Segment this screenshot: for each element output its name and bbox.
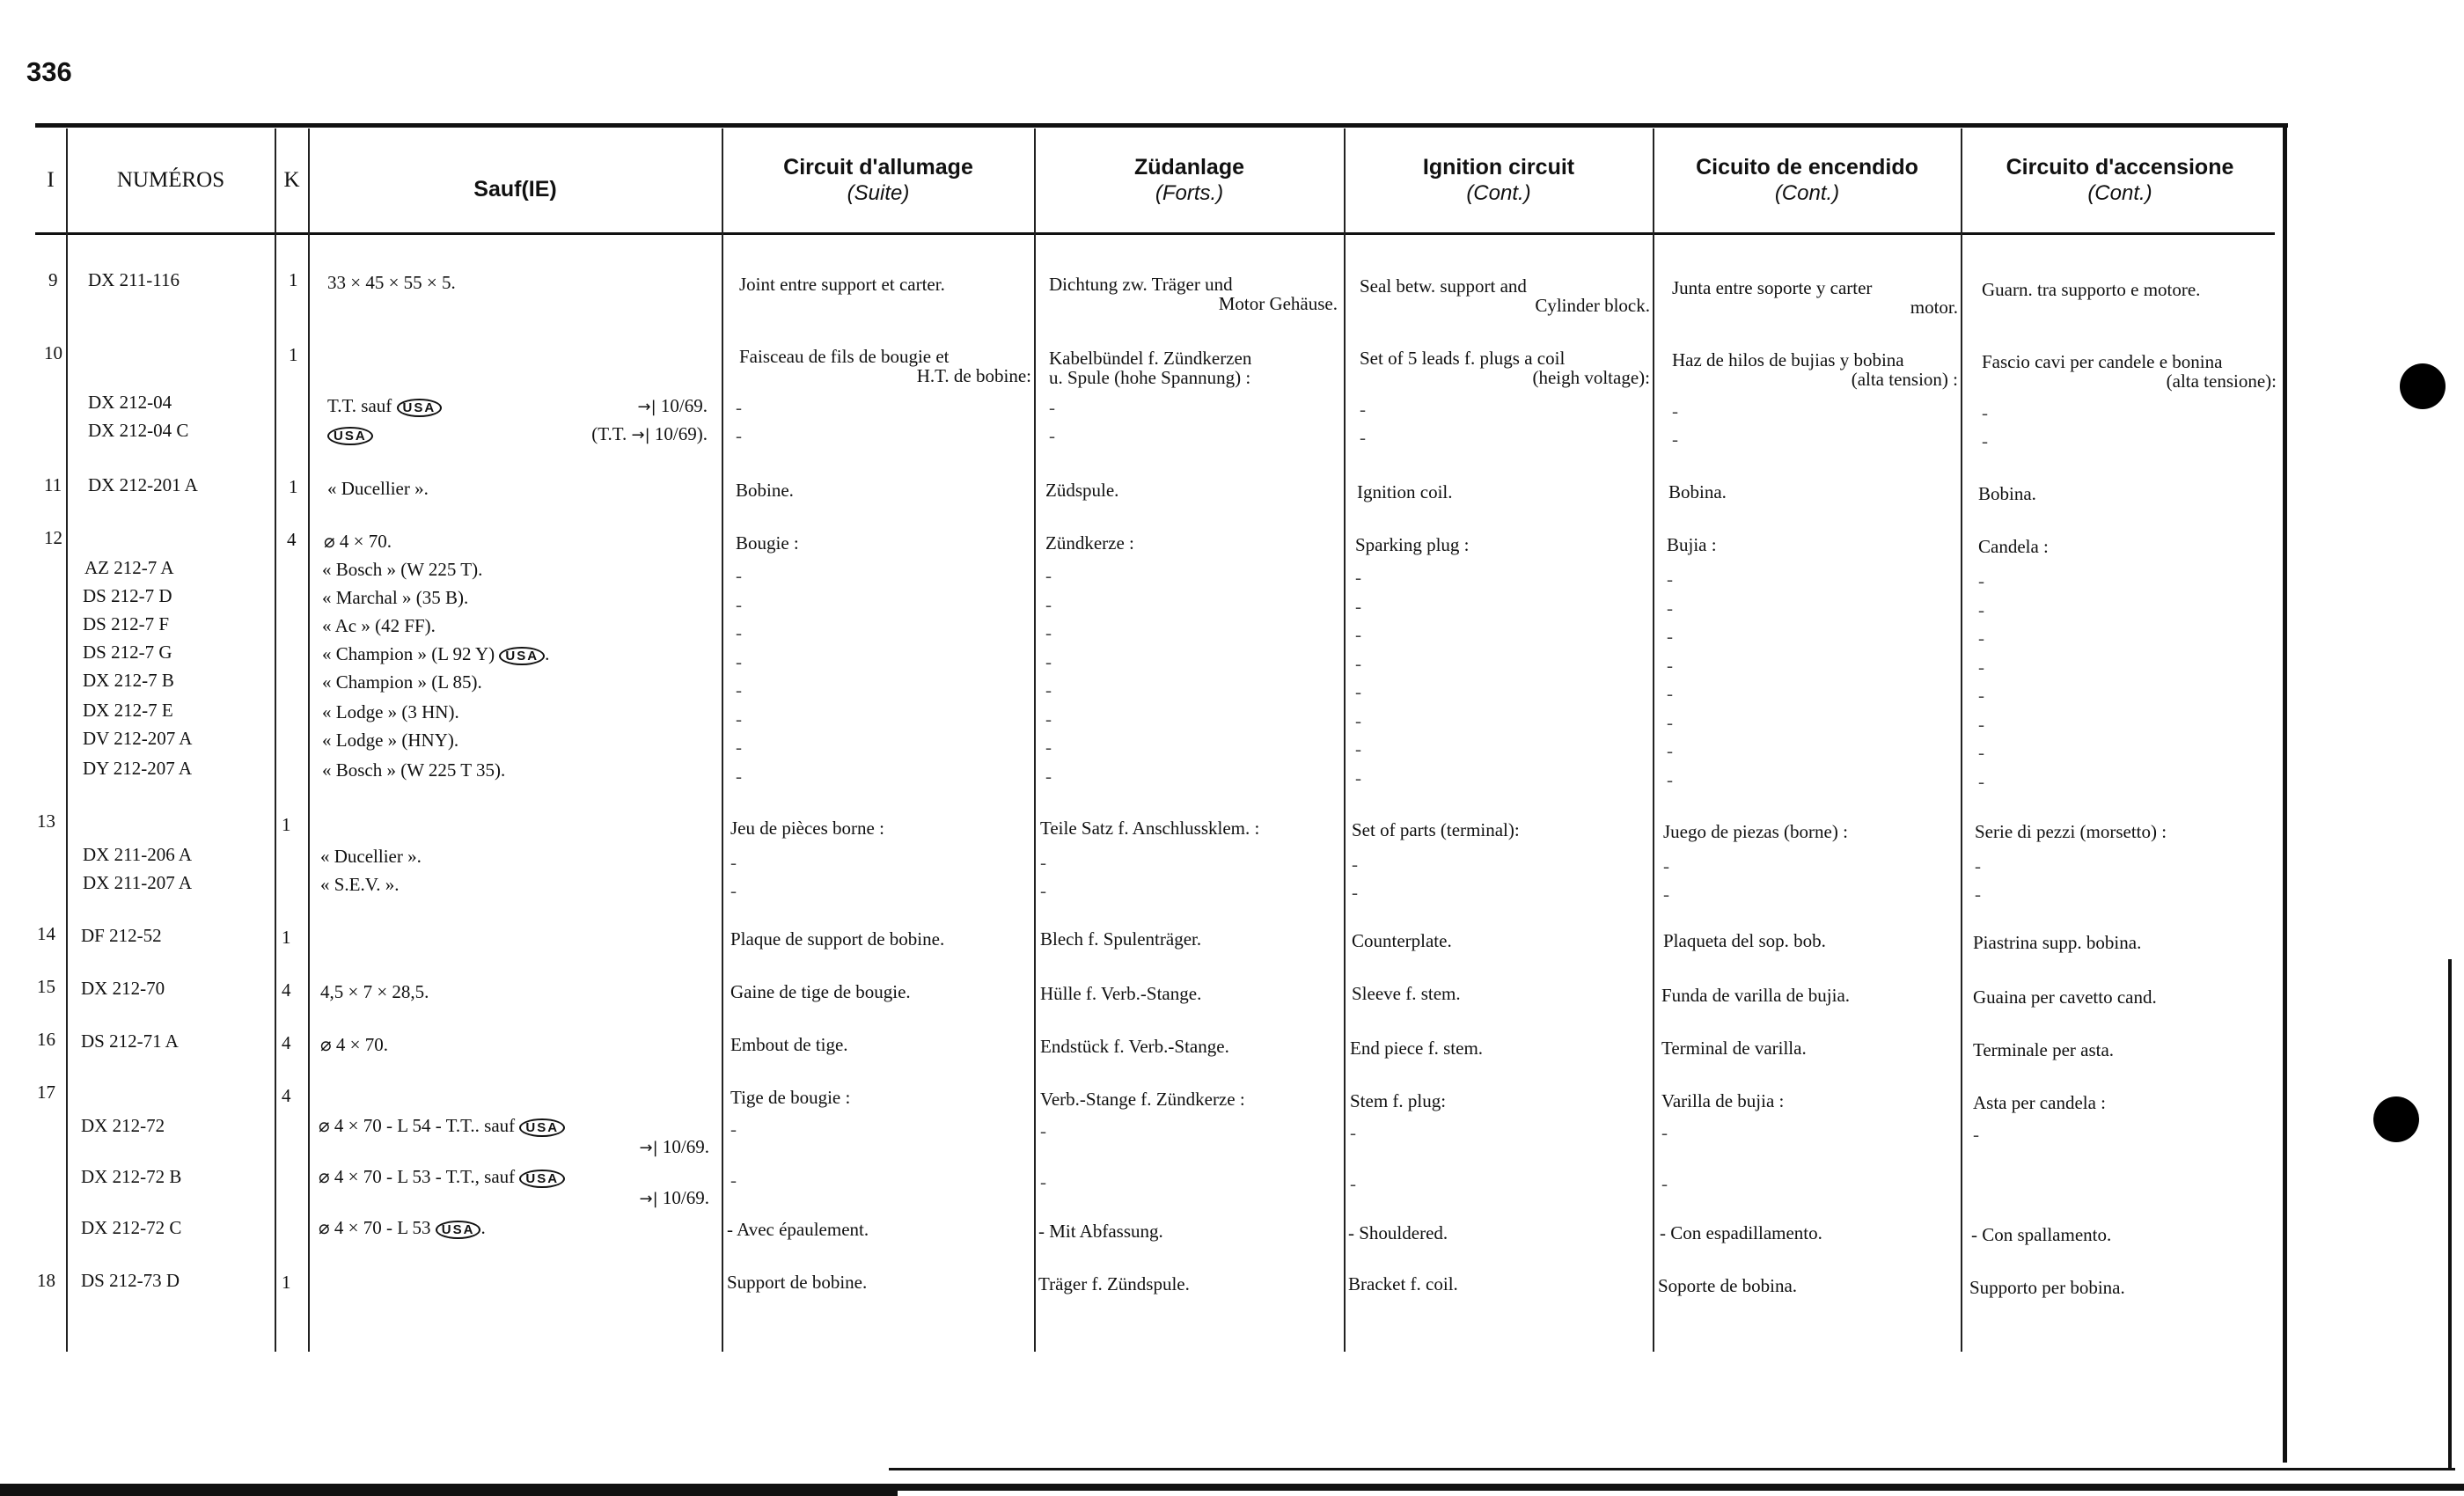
dash: -: [730, 1170, 737, 1191]
quantity: 1: [289, 269, 298, 290]
part-number: DY 212-207 A: [83, 758, 193, 779]
desc-de: Hülle f. Verb.-Stange.: [1040, 983, 1202, 1004]
dash: -: [1672, 400, 1678, 422]
sauf-note: [327, 424, 708, 445]
desc-it: Piastrina supp. bobina.: [1973, 932, 2142, 953]
desc-es-line1: Haz de hilos de bujias y bobina: [1672, 349, 1904, 370]
row-index: 13: [37, 810, 55, 832]
page-right-edge: [2448, 959, 2452, 1470]
part-number: DX 212-72: [81, 1115, 165, 1136]
desc-it: Terminale per asta.: [1973, 1039, 2115, 1060]
dash-column: - - - - - - - -: [736, 565, 742, 787]
header-english: [1345, 132, 1653, 229]
desc-en: [1360, 276, 1650, 315]
date-cutoff: [638, 396, 708, 417]
quantity: 1: [282, 1272, 291, 1293]
desc-fr: Tige de bougie :: [730, 1087, 851, 1108]
dash-column: - -: [1040, 852, 1046, 901]
desc-it: [1982, 352, 2277, 391]
row-index: 12: [44, 527, 62, 548]
desc-en-line1: Set of 5 leads f. plugs a coil: [1360, 348, 1566, 369]
header-italian: [1962, 132, 2278, 229]
part-number: DX 212-04: [88, 392, 172, 413]
desc-es: Plaqueta del sop. bob.: [1663, 930, 1826, 951]
part-number: DX 212-70: [81, 978, 165, 999]
dash: -: [1982, 402, 1988, 423]
arrow-icon: →|: [631, 426, 650, 444]
dash: -: [1049, 425, 1055, 446]
sauf-note: [319, 1116, 709, 1158]
desc-es: Terminal de varilla.: [1661, 1038, 1807, 1059]
desc-en: Sleeve f. stem.: [1352, 983, 1461, 1004]
desc-fr-line2: H.T. de bobine:: [916, 365, 1031, 386]
sauf-note: « Ducellier ».: [320, 846, 422, 867]
desc-fr: Gaine de tige de bougie.: [730, 981, 911, 1002]
desc-en-line2: Cylinder block.: [1535, 295, 1650, 316]
sauf-prefix: (T.T.: [591, 423, 627, 444]
usa-badge: USA: [436, 1221, 481, 1239]
sauf-text: ⌀ 4 × 70 - L 54 - T.T.. sauf: [319, 1115, 516, 1136]
dash: -: [1350, 1122, 1356, 1143]
header-sauf-label: Sauf(IE): [473, 177, 557, 202]
dash-column: - -: [1975, 855, 1981, 905]
sauf-note: « Champion » (L 85).: [322, 671, 482, 693]
desc-de-line2: u. Spule (hohe Spannung) :: [1049, 367, 1251, 388]
dash: -: [1973, 1124, 1979, 1145]
sauf-note: 4,5 × 7 × 28,5.: [320, 981, 429, 1002]
desc-es: Bujia :: [1667, 534, 1717, 555]
dash: -: [1040, 1120, 1046, 1141]
desc-es: Bobina.: [1668, 481, 1727, 502]
row-index: 18: [37, 1270, 55, 1291]
desc-it: Bobina.: [1978, 483, 2036, 504]
usa-badge: USA: [397, 399, 443, 417]
sauf-note: ⌀ 4 × 70.: [324, 531, 392, 552]
desc-it: Asta per candela :: [1973, 1092, 2107, 1113]
part-number: AZ 212-7 A: [84, 557, 174, 578]
sauf-note: « Champion » (L 92 Y) USA .: [322, 643, 550, 664]
quantity: 1: [282, 927, 291, 948]
desc-de: Verb.-Stange f. Zündkerze :: [1040, 1089, 1245, 1110]
desc-en: Counterplate.: [1352, 930, 1452, 951]
part-number: DX 212-201 A: [88, 474, 198, 495]
part-number: DS 212-73 D: [81, 1270, 180, 1291]
part-number: DX 212-04 C: [88, 420, 189, 441]
desc-fr: Bobine.: [736, 480, 794, 501]
header-i: [35, 132, 66, 229]
col-divider: [275, 128, 276, 1352]
quantity: 1: [289, 476, 298, 497]
sauf-note: [319, 1167, 709, 1209]
page-bottom-rule: [889, 1468, 2455, 1470]
desc-en: End piece f. stem.: [1350, 1038, 1484, 1059]
punch-hole: [2400, 363, 2446, 409]
row-index: 9: [48, 269, 58, 290]
desc-it-line1: Fascio cavi per candele e bonina: [1982, 351, 2223, 372]
desc-es: [1672, 278, 1958, 317]
sauf-note: « Marchal » (35 B).: [322, 587, 469, 608]
header-german-title: Züdanlage: [1133, 155, 1244, 180]
dash-column: - - - - - - - -: [1978, 570, 1984, 792]
header-spanish: [1654, 132, 1961, 229]
sauf-note: « Ac » (42 FF).: [322, 615, 436, 636]
desc-en: Stem f. plug:: [1350, 1090, 1447, 1111]
header-french: [722, 132, 1034, 229]
col-divider: [1344, 128, 1346, 1352]
desc-de-line1: Kabelbündel f. Zündkerzen: [1049, 348, 1252, 369]
header-k-label: K: [283, 168, 300, 192]
desc-fr: Embout de tige.: [730, 1034, 848, 1055]
dash-column: - -: [730, 852, 737, 901]
desc-it: Guaina per cavetto cand.: [1973, 986, 2157, 1008]
desc-en: Sparking plug :: [1355, 534, 1470, 555]
sauf-text: ⌀ 4 × 70 - L 53 - T.T., sauf: [319, 1166, 516, 1187]
col-divider: [66, 128, 68, 1352]
page-number: 336: [26, 56, 72, 87]
usa-badge: USA: [519, 1170, 565, 1188]
sauf-prefix: T.T. sauf: [327, 395, 392, 416]
sauf-date: 10/69).: [654, 423, 708, 444]
usa-badge: USA: [519, 1118, 565, 1137]
desc-it: Serie di pezzi (morsetto) :: [1975, 821, 2167, 842]
header-italian-title: Circuito d'accensione: [2006, 155, 2234, 180]
desc-es-line2: motor.: [1910, 297, 1958, 318]
part-number: DV 212-207 A: [83, 728, 193, 749]
sauf-note: « Bosch » (W 225 T).: [322, 559, 483, 580]
desc-es: - Con espadillamento.: [1660, 1222, 1822, 1243]
sauf-note: « Lodge » (3 HN).: [322, 701, 459, 722]
desc-en: Bracket f. coil.: [1348, 1273, 1458, 1294]
dash: -: [1360, 427, 1366, 448]
header-english-title: Ignition circuit: [1422, 155, 1575, 180]
part-number: DF 212-52: [81, 925, 162, 946]
dash-column: - - - - - - - -: [1355, 567, 1361, 788]
dash: -: [736, 397, 742, 418]
sauf-note: [327, 396, 708, 417]
dash: -: [1350, 1173, 1356, 1194]
row-index: 11: [44, 474, 62, 495]
desc-es-line2: (alta tension) :: [1851, 369, 1958, 390]
desc-de: Zündkerze :: [1045, 532, 1134, 554]
desc-it: Guarn. tra supporto e motore.: [1982, 279, 2201, 300]
dash: -: [1982, 430, 1988, 451]
dash: -: [736, 425, 742, 446]
desc-en: - Shouldered.: [1348, 1222, 1448, 1243]
col-divider: [722, 128, 723, 1352]
desc-de-line1: Dichtung zw. Träger und: [1049, 274, 1233, 295]
part-number: DS 212-7 F: [83, 613, 170, 634]
col-divider: [1961, 128, 1962, 1352]
dash-column: - - - - - - - -: [1667, 568, 1673, 790]
desc-fr-line1: Faisceau de fils de bougie et: [739, 346, 950, 367]
part-number: DX 212-7 E: [83, 700, 173, 721]
desc-fr: [739, 347, 1031, 385]
sauf-note: ⌀ 4 × 70 - L 53 USA .: [319, 1217, 486, 1238]
desc-it-line2: (alta tensione):: [2166, 370, 2277, 392]
dash: -: [730, 1118, 737, 1140]
part-number: DX 211-116: [88, 269, 180, 290]
col-divider: [308, 128, 310, 1352]
desc-es: Funda de varilla de bujia.: [1661, 985, 1851, 1006]
dash-column: - -: [1352, 854, 1358, 903]
quantity: 4: [287, 529, 297, 550]
header-german-sub: (Forts.): [1155, 181, 1224, 205]
desc-de: Züdspule.: [1045, 480, 1119, 501]
dash-column: - -: [1663, 855, 1669, 905]
desc-en: Ignition coil.: [1357, 481, 1453, 502]
header-english-sub: (Cont.): [1466, 181, 1531, 205]
row-index: 10: [44, 342, 62, 363]
quantity: 4: [282, 1085, 291, 1106]
sauf-note: ⌀ 4 × 70.: [320, 1034, 388, 1055]
desc-de: [1049, 348, 1251, 387]
part-number: DS 212-71 A: [81, 1030, 179, 1052]
desc-fr: - Avec épaulement.: [727, 1219, 869, 1240]
quantity: 4: [282, 979, 291, 1001]
desc-fr: Joint entre support et carter.: [739, 274, 945, 295]
dash: -: [1040, 1171, 1046, 1192]
page-bottom-bar-2: [898, 1484, 2464, 1491]
row-index: 17: [37, 1082, 55, 1103]
quantity: 1: [289, 344, 298, 365]
row-index: 14: [37, 923, 55, 944]
sauf-note: « Lodge » (HNY).: [322, 730, 459, 751]
desc-es: Varilla de bujia :: [1661, 1090, 1785, 1111]
desc-de: Teile Satz f. Anschlussklem. :: [1040, 818, 1260, 839]
usa-badge: USA: [327, 427, 373, 445]
header-italian-sub: (Cont.): [2087, 181, 2152, 205]
sauf-text: « Champion » (L 92 Y): [322, 643, 495, 664]
header-i-label: I: [47, 168, 55, 192]
sauf-note: « S.E.V. ».: [320, 874, 400, 895]
row-index: 16: [37, 1029, 55, 1050]
header-k: [275, 132, 308, 229]
header-french-title: Circuit d'allumage: [783, 155, 973, 180]
desc-de: Blech f. Spulenträger.: [1040, 928, 1202, 950]
desc-de: Endstück f. Verb.-Stange.: [1040, 1036, 1229, 1057]
desc-de: Träger f. Zündspule.: [1038, 1273, 1190, 1294]
part-number: DX 211-207 A: [83, 872, 193, 893]
header-numeros: [67, 132, 275, 229]
dash: -: [1661, 1122, 1668, 1143]
arrow-icon: →|: [639, 1189, 658, 1208]
desc-es-line1: Junta entre soporte y carter: [1672, 277, 1873, 298]
desc-de: [1049, 275, 1338, 313]
desc-fr: Support de bobine.: [727, 1272, 868, 1293]
header-french-sub: (Suite): [847, 181, 910, 205]
header-spanish-title: Cicuito de encendido: [1696, 155, 1918, 180]
quantity: 1: [282, 814, 291, 835]
desc-en-line2: (heigh voltage):: [1532, 367, 1650, 388]
desc-fr: Bougie :: [736, 532, 799, 554]
dash-column: - - - - - - - -: [1045, 565, 1052, 787]
desc-es: Juego de piezas (borne) :: [1663, 821, 1848, 842]
part-number: DX 211-206 A: [83, 844, 193, 865]
page-bottom-bar: [0, 1484, 898, 1496]
part-number: DX 212-72 B: [81, 1166, 182, 1187]
desc-fr: Plaque de support de bobine.: [730, 928, 945, 950]
desc-de-line2: Motor Gehäuse.: [1218, 293, 1338, 314]
desc-fr: Jeu de pièces borne :: [730, 818, 884, 839]
sauf-date: 10/69.: [662, 1135, 709, 1157]
sauf-date: 10/69.: [660, 395, 708, 416]
quantity: 4: [282, 1032, 291, 1053]
desc-it: Supporto per bobina.: [1969, 1277, 2125, 1298]
desc-es: Soporte de bobina.: [1658, 1275, 1798, 1296]
table-right-rule: [2283, 125, 2287, 1463]
date-cutoff: [319, 1137, 709, 1158]
date-cutoff: [591, 424, 708, 445]
dash: -: [1672, 429, 1678, 450]
arrow-icon: →|: [639, 1138, 658, 1157]
part-number: DX 212-72 C: [81, 1217, 182, 1238]
header-german: [1035, 132, 1344, 229]
desc-en-line1: Seal betw. support and: [1360, 275, 1527, 297]
desc-it: Candela :: [1978, 536, 2049, 557]
col-divider: [1653, 128, 1654, 1352]
desc-es: [1672, 350, 1958, 389]
header-numeros-label: NUMÉROS: [116, 168, 225, 192]
row-index: 15: [37, 976, 55, 997]
arrow-icon: →|: [637, 398, 656, 416]
date-cutoff: [319, 1188, 709, 1209]
desc-en: [1360, 348, 1650, 387]
usa-badge: USA: [499, 647, 545, 665]
part-number: DX 212-7 B: [83, 670, 174, 691]
sauf-note: « Bosch » (W 225 T 35).: [322, 759, 506, 781]
desc-de: - Mit Abfassung.: [1038, 1221, 1163, 1242]
desc-it: - Con spallamento.: [1971, 1224, 2112, 1245]
part-number: DS 212-7 D: [83, 585, 172, 606]
col-divider: [1034, 128, 1036, 1352]
dash: -: [1360, 399, 1366, 420]
header-spanish-sub: (Cont.): [1774, 181, 1840, 205]
sauf-note: « Ducellier ».: [327, 478, 429, 499]
table-top-rule: [35, 123, 2288, 128]
dash: -: [1661, 1173, 1668, 1194]
desc-en: Set of parts (terminal):: [1352, 819, 1520, 840]
part-number: DS 212-7 G: [83, 642, 172, 663]
dash: -: [1049, 397, 1055, 418]
sauf-note: 33 × 45 × 55 × 5.: [327, 272, 456, 293]
punch-hole: [2373, 1096, 2419, 1142]
sauf-text: ⌀ 4 × 70 - L 53: [319, 1217, 431, 1238]
sauf-date: 10/69.: [662, 1186, 709, 1208]
header-sauf: [309, 141, 722, 238]
